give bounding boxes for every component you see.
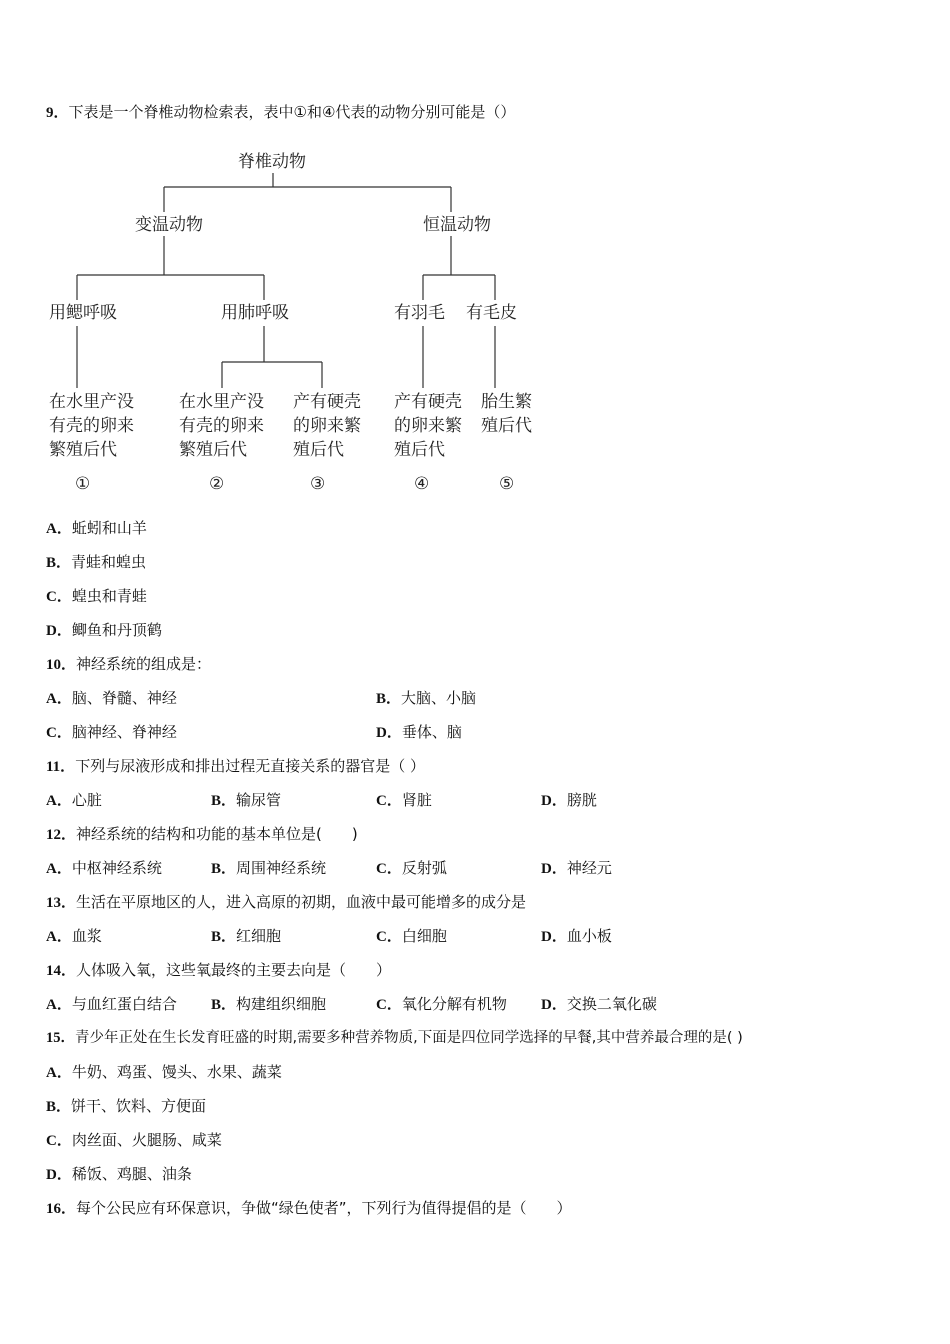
question-12 (46, 824, 358, 845)
option-text: 肉丝面、火腿肠、咸菜 (71, 1131, 222, 1149)
option-text: 神经元 (566, 859, 612, 877)
option-label: D． (541, 793, 567, 809)
option-label: B． (46, 1099, 72, 1115)
option-label: A． (46, 1065, 72, 1081)
option-label: C． (376, 861, 402, 877)
option-text: 氧化分解有机物 (401, 995, 507, 1013)
leaf-3-line: 的卵来繁 (293, 416, 361, 436)
option-text: 心脏 (71, 791, 102, 809)
option-b[interactable] (211, 858, 326, 879)
option-c[interactable] (376, 994, 507, 1015)
option-text: 垂体、脑 (401, 723, 462, 741)
option-label: A． (46, 521, 72, 537)
option-label: B． (211, 861, 237, 877)
option-label: D． (541, 861, 567, 877)
marker-4: ④ (414, 474, 430, 494)
question-text: 下表是一个脊椎动物检索表，表中①和④代表的动物分别可能是（） (68, 103, 516, 121)
option-text: 白细胞 (401, 927, 447, 945)
option-text: 交换二氧化碳 (566, 995, 657, 1013)
option-text: 中枢神经系统 (71, 859, 162, 877)
option-c[interactable] (46, 586, 147, 607)
question-number: 9． (46, 105, 69, 121)
leaf-5 (481, 390, 532, 438)
option-label: B． (211, 997, 237, 1013)
node-gill-breathing: 用鳃呼吸 (49, 303, 117, 323)
option-text: 输尿管 (236, 791, 282, 809)
question-number: 11． (46, 759, 76, 775)
vertebrate-key-diagram (40, 140, 560, 510)
leaf-1 (49, 390, 134, 462)
option-text: 血浆 (71, 927, 102, 945)
option-d[interactable] (376, 722, 462, 743)
question-14 (46, 960, 391, 981)
question-number: 10． (46, 657, 77, 673)
option-b[interactable] (46, 1096, 206, 1117)
question-text: 神经系统的组成是： (76, 655, 212, 673)
leaf-2-line: 繁殖后代 (179, 440, 247, 460)
marker-2: ② (209, 474, 225, 494)
option-label: D． (46, 623, 72, 639)
option-a[interactable] (46, 926, 102, 947)
node-warm-blooded: 恒温动物 (423, 215, 491, 235)
option-text: 蚯蚓和山羊 (71, 519, 147, 537)
leaf-3 (293, 390, 361, 462)
option-c[interactable] (46, 1130, 222, 1151)
option-text: 蝗虫和青蛙 (71, 587, 147, 605)
option-label: A． (46, 929, 72, 945)
option-a[interactable] (46, 994, 177, 1015)
leaf-2-line: 有壳的卵来 (179, 416, 264, 436)
option-b[interactable] (211, 926, 281, 947)
option-text: 血小板 (566, 927, 612, 945)
option-label: B． (211, 793, 237, 809)
option-text: 肾脏 (401, 791, 432, 809)
question-10 (46, 654, 211, 675)
question-16 (46, 1198, 572, 1219)
node-feathers: 有羽毛 (394, 303, 445, 323)
question-text: 下列与尿液形成和排出过程无直接关系的器官是（ ） (75, 757, 425, 775)
option-text: 大脑、小脑 (401, 689, 477, 707)
option-label: C． (376, 793, 402, 809)
option-d[interactable] (541, 926, 612, 947)
marker-3: ③ (310, 474, 326, 494)
option-d[interactable] (541, 858, 612, 879)
leaf-3-line: 产有硬壳 (293, 392, 361, 412)
option-b[interactable] (376, 688, 476, 709)
option-a[interactable] (46, 518, 147, 539)
option-c[interactable] (376, 790, 432, 811)
leaf-5-line: 胎生繁 (481, 392, 532, 412)
option-label: B． (376, 691, 402, 707)
question-number: 13． (46, 895, 77, 911)
option-a[interactable] (46, 688, 177, 709)
option-label: C． (46, 725, 72, 741)
option-d[interactable] (541, 994, 657, 1015)
leaf-2-line: 在水里产没 (179, 392, 264, 412)
question-text: 神经系统的结构和功能的基本单位是( ) (76, 825, 358, 843)
option-c[interactable] (376, 858, 447, 879)
question-number: 16． (46, 1201, 77, 1217)
node-vertebrates: 脊椎动物 (238, 152, 306, 172)
question-text: 人体吸入氧，这些氧最终的主要去向是（ ） (76, 961, 392, 979)
option-text: 反射弧 (401, 859, 447, 877)
option-label: C． (376, 929, 402, 945)
option-a[interactable] (46, 858, 162, 879)
option-a[interactable] (46, 790, 102, 811)
node-cold-blooded: 变温动物 (135, 215, 203, 235)
option-text: 脑神经、脊神经 (71, 723, 177, 741)
option-text: 与血红蛋白结合 (71, 995, 177, 1013)
option-label: C． (376, 997, 402, 1013)
option-text: 膀胱 (566, 791, 597, 809)
marker-5: ⑤ (499, 474, 515, 494)
option-d[interactable] (541, 790, 597, 811)
option-b[interactable] (211, 790, 281, 811)
option-text: 饼干、饮料、方便面 (71, 1097, 207, 1115)
option-label: C． (46, 589, 72, 605)
question-text: 生活在平原地区的人，进入高原的初期，血液中最可能增多的成分是 (76, 893, 527, 911)
option-b[interactable] (211, 994, 326, 1015)
option-text: 周围神经系统 (236, 859, 327, 877)
leaf-1-line: 有壳的卵来 (49, 416, 134, 436)
option-label: D． (46, 1167, 72, 1183)
question-9 (46, 102, 515, 123)
option-b[interactable] (46, 552, 146, 573)
question-number: 15． (46, 1030, 75, 1046)
option-c[interactable] (376, 926, 447, 947)
question-number: 12． (46, 827, 77, 843)
option-c[interactable] (46, 722, 177, 743)
leaf-4 (394, 390, 462, 462)
leaf-5-line: 殖后代 (481, 416, 532, 436)
option-label: B． (46, 555, 72, 571)
node-lung-breathing: 用肺呼吸 (221, 303, 289, 323)
option-label: D． (541, 997, 567, 1013)
option-d[interactable] (46, 1164, 192, 1185)
option-text: 鲫鱼和丹顶鹤 (71, 621, 162, 639)
leaf-1-line: 在水里产没 (49, 392, 134, 412)
option-label: C． (46, 1133, 72, 1149)
option-label: B． (211, 929, 237, 945)
leaf-1-line: 繁殖后代 (49, 440, 117, 460)
question-11 (46, 756, 425, 777)
option-label: A． (46, 861, 72, 877)
option-label: A． (46, 793, 72, 809)
option-text: 稀饭、鸡腿、油条 (71, 1165, 192, 1183)
question-15 (46, 1028, 743, 1048)
leaf-4-line: 的卵来繁 (394, 416, 462, 436)
option-d[interactable] (46, 620, 162, 641)
leaf-4-line: 产有硬壳 (394, 392, 462, 412)
question-text: 青少年正处在生长发育旺盛的时期,需要多种营养物质,下面是四位同学选择的早餐,其中营养最合理的是( ) (75, 1030, 743, 1046)
question-number: 14． (46, 963, 77, 979)
leaf-4-line: 殖后代 (394, 440, 445, 460)
option-text: 牛奶、鸡蛋、馒头、水果、蔬菜 (71, 1063, 282, 1081)
leaf-2 (179, 390, 264, 462)
question-13 (46, 892, 526, 913)
marker-1: ① (75, 474, 91, 494)
option-label: D． (376, 725, 402, 741)
option-text: 脑、脊髓、神经 (71, 689, 177, 707)
option-label: A． (46, 691, 72, 707)
question-text: 每个公民应有环保意识，争做“绿色使者”，下列行为值得提倡的是（ ） (76, 1199, 572, 1217)
option-a[interactable] (46, 1062, 282, 1083)
option-label: D． (541, 929, 567, 945)
option-text: 构建组织细胞 (236, 995, 327, 1013)
option-label: A． (46, 997, 72, 1013)
option-text: 红细胞 (236, 927, 282, 945)
node-fur: 有毛皮 (466, 303, 517, 323)
leaf-3-line: 殖后代 (293, 440, 344, 460)
option-text: 青蛙和蝗虫 (71, 553, 147, 571)
